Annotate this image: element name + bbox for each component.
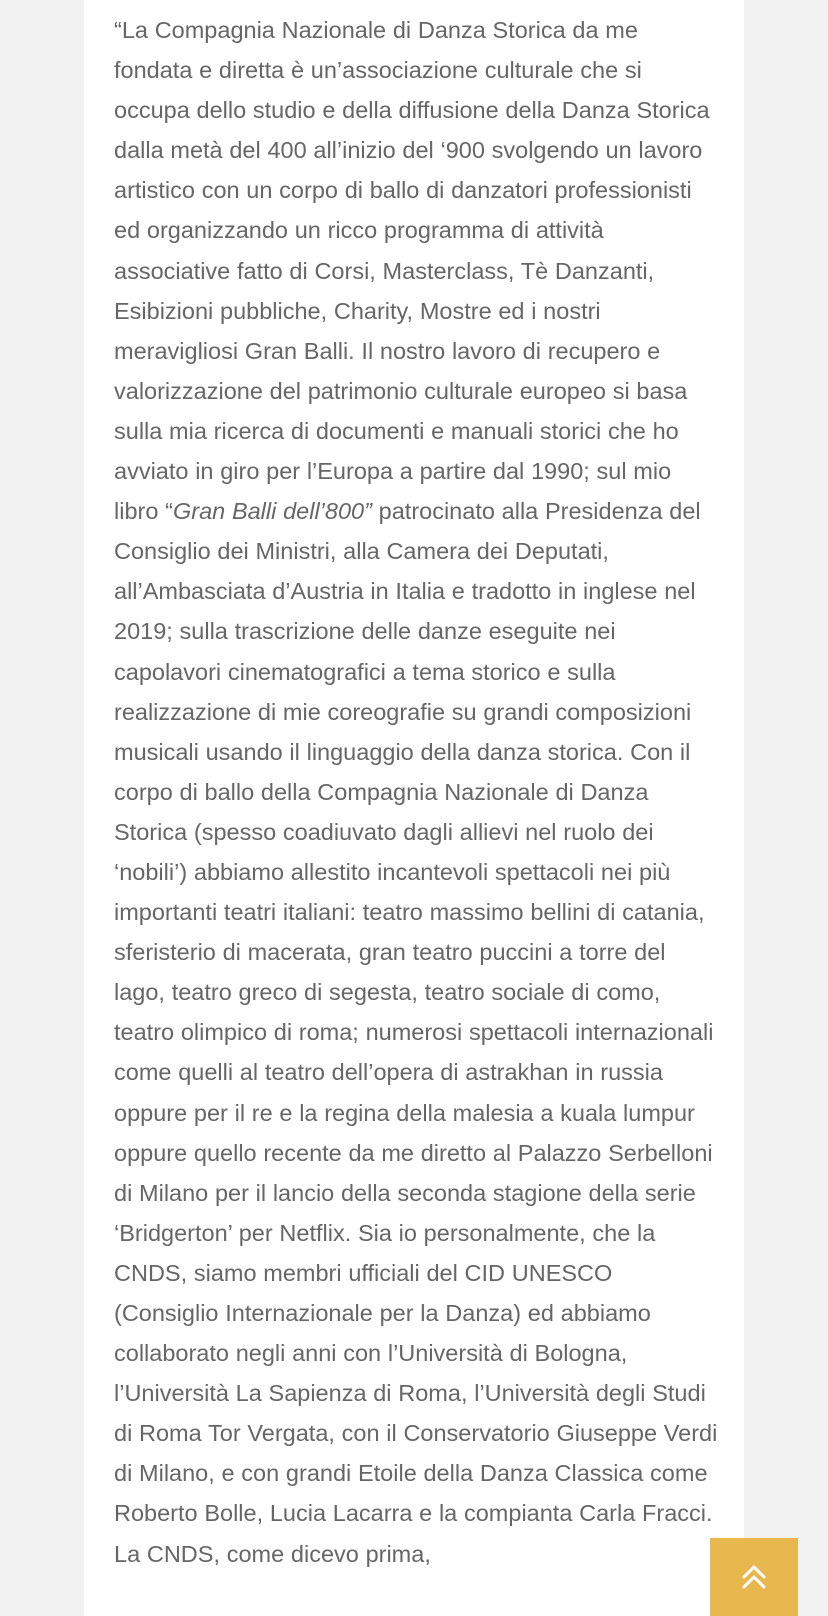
article-text-body: patrocinato alla Presidenza del Consiglio dei Ministri, alla Camera dei Deputati, all’Ambasciata d’Austria in Italia e tradotto in inglese nel 2019; sulla trascrizione delle danze eseguite nei capolavori cinematografici a tema storico e sulla realizzazione di mie coreografie su grandi composizioni musicali usando il linguaggio della danza storica. Con il corpo di ballo della Compagnia Nazionale di Danza Storica (spesso coadiuvato dagli allievi nel ruolo dei ‘nobili’) abbiamo allestito incantevoli spettacoli nei più importanti teatri italiani: teatro massimo bellini di catania, sferisterio di macerata, gran teatro puccini a torre del lago, teatro greco di segesta, teatro sociale di como, teatro olimpico di roma; numerosi spettacoli internazionali come quelli al teatro dell’opera di astrakhan in russia oppure per il re e la regina della malesia a kuala lumpur oppure quello recente da me diretto al Palazzo Serbelloni di Milano per il lancio della seconda stagione della serie ‘Bridgerton’ per Netflix. Sia io personalmente, che la CNDS, siamo membri ufficiali del CID UNESCO (Consiglio Internazionale per la Danza) ed abbiamo collaborato negli anni con l’Università di Bologna, l’Università La Sapienza di Roma, l’Università degli Studi di Roma Tor Vergata, con il Conservatorio Giuseppe Verdi di Milano, e con grandi Etoile della Danza Classica come Roberto Bolle, Lucia Lacarra e la compianta Carla Fracci. La CNDS, come dicevo prima, <box>114 498 718 1567</box>
scroll-to-top-button[interactable] <box>710 1538 798 1616</box>
article-text-intro: “La Compagnia Nazionale di Danza Storica da me fondata e diretta è un’associazione culturale che si occupa dello studio e della diffusione della Danza Storica dalla metà del 400 all’inizio del ‘900 svolgendo un lavoro artistico con un corpo di ballo di danzatori professionisti ed organizzando un ricco programma di attività associative fatto di Corsi, Masterclass, Tè Danzanti, Esibizioni pubbliche, Charity, Mostre ed i nostri meravigliosi Gran Balli. Il nostro lavoro di recupero e valorizzazione del patrimonio culturale europeo si basa sulla mia ricerca di documenti e manuali storici che ho avviato in giro per l’Europa a partire dal 1990; sul mio libro “ <box>114 17 710 525</box>
double-chevron-up-icon <box>739 1562 769 1592</box>
article-card <box>84 0 744 1616</box>
article-paragraph <box>114 10 718 1574</box>
book-title: Gran Balli dell’800” <box>172 498 372 525</box>
